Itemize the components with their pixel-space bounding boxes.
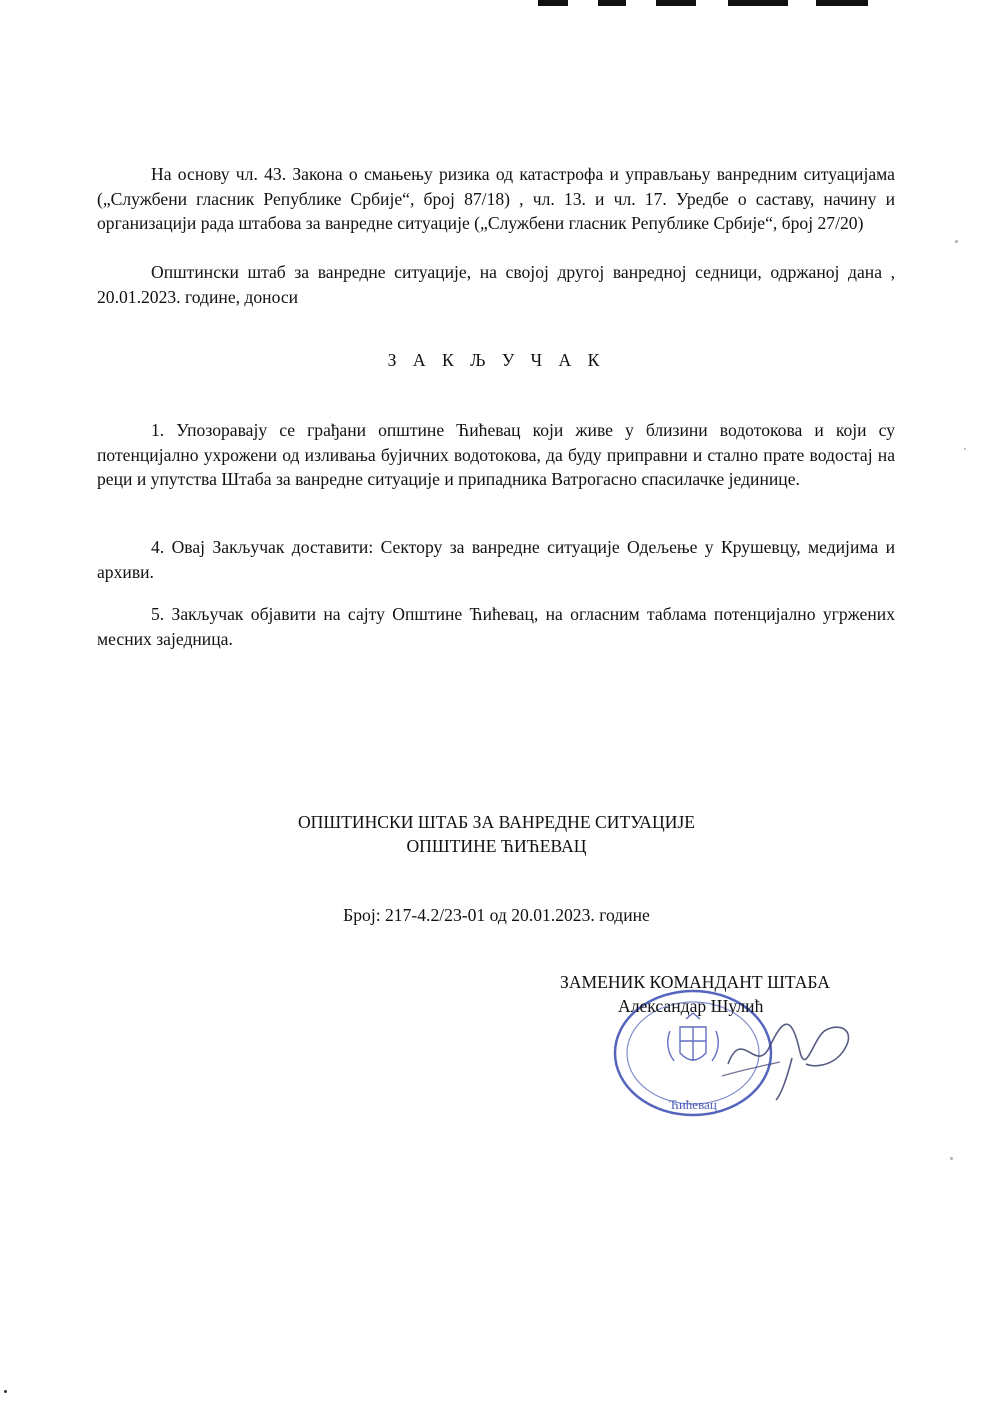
- top-cropped-header: [538, 0, 868, 8]
- scan-speck: [964, 448, 966, 450]
- conclusion-item-5: 5. Закључак објавити на сајту Општине Ћићевац, на огласним таблама потенцијално угржених месних заједница.: [97, 604, 895, 649]
- scan-speck: [950, 1157, 953, 1160]
- conclusion-item-1: 1. Упозоравају се грађани општине Ћићевац који живе у близини водотокова и који су потенцијално ухрожени од изливања бујичних водотокова, да буду приправни и стално прате водостај на реци и упутства Штаба за ванредне ситуације и припадника Ватрогасно спасилачке јединице.: [97, 420, 895, 489]
- document-title: З А К Љ У Ч А К: [387, 350, 606, 370]
- stamp-text: Ћићевац: [669, 1097, 717, 1112]
- scan-speck: [955, 240, 958, 243]
- issuer-line-1: ОПШТИНСКИ ШТАБ ЗА ВАНРЕДНЕ СИТУАЦИЈЕ: [297, 812, 696, 832]
- conclusion-item-4: 4. Овај Закључак доставити: Сектору за ванредне ситуације Одељење у Крушевцу, медијима и архиви.: [97, 537, 895, 582]
- preamble-paragraph: На основу чл. 43. Закона о смањењу ризика од катастрофа и управљању ванредним ситуацијама („Службени гласник Републике Србије“, број 87/18) , чл. 13. и чл. 17. Уредбе о саставу, начину и организацији рада штабова за ванредне ситуације („Службени гласник Републике Србије“, број 27/20): [97, 164, 895, 233]
- scan-speck: [4, 1390, 7, 1393]
- coat-of-arms-icon: [668, 1013, 719, 1061]
- preamble-decision-paragraph: Општински штаб за ванредне ситуације, на својој другој ванредној седници, одржаној дана , 20.01.2023. године, доноси: [97, 262, 895, 307]
- signer-title: ЗАМЕНИК КОМАНДАНТ ШТАБА: [560, 972, 830, 992]
- issuer-line-2: ОПШТИНЕ ЋИЋЕВАЦ: [406, 836, 587, 856]
- reference-number: Број: 217-4.2/23-01 од 20.01.2023. године: [343, 905, 650, 925]
- handwritten-signature: [722, 1006, 862, 1102]
- signer-name: Александар Шулић: [618, 996, 764, 1016]
